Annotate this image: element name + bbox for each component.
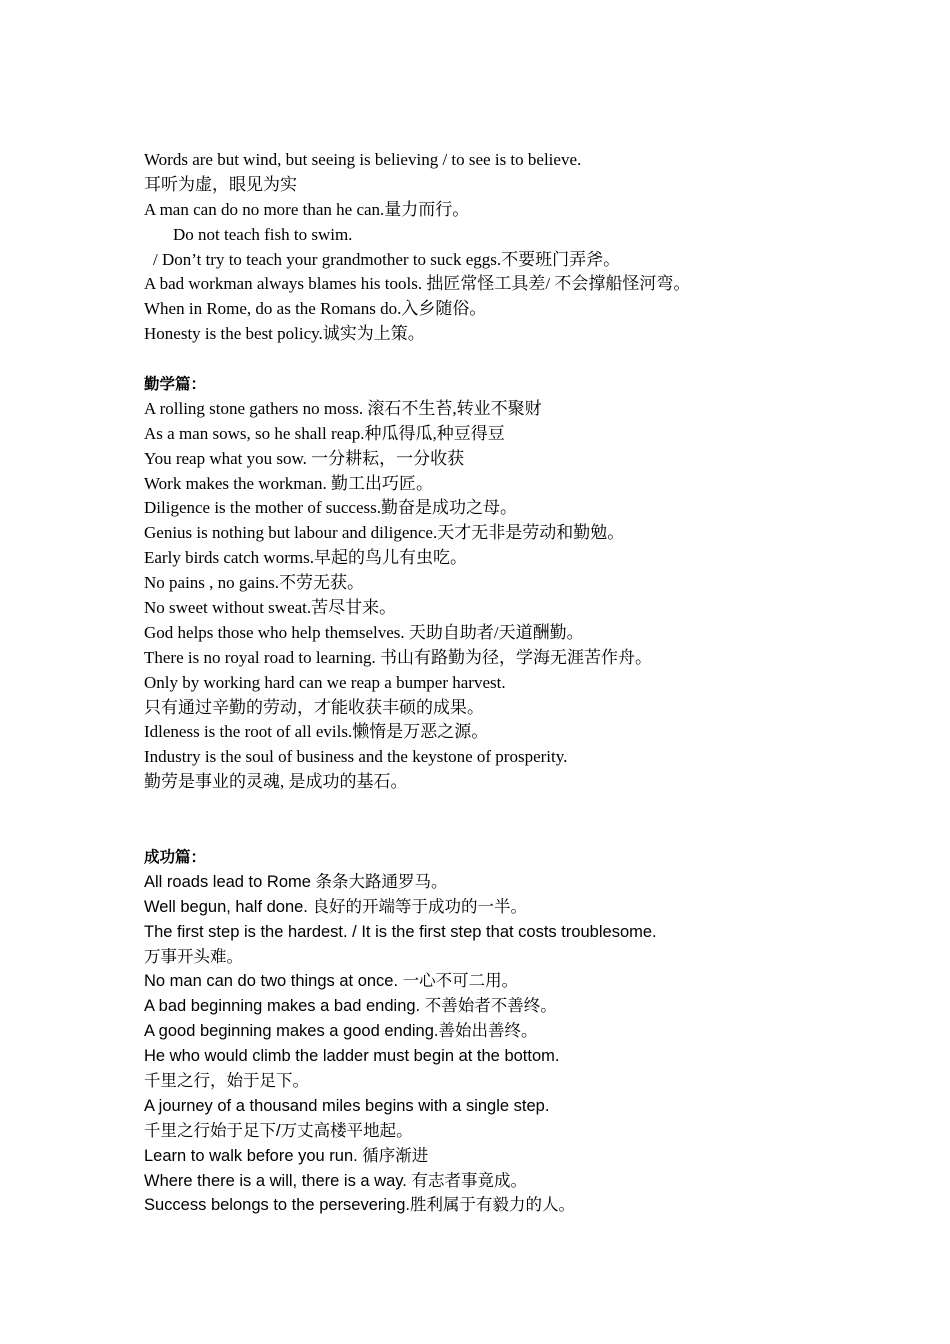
text-line: Honesty is the best policy.诚实为上策。 <box>144 324 425 344</box>
text-line: There is no royal road to learning. 书山有路勤为径，学海无涯苦作舟。 <box>144 647 653 667</box>
section-heading: 勤学篇： <box>144 375 207 394</box>
text-line: Do not teach fish to swim. <box>173 224 353 244</box>
text-line: A bad workman always blames his tools. 拙匠常怪工具差/ 不会撑船怪河弯。 <box>144 274 691 294</box>
text-line: The first step is the hardest. / It is the first step that costs troublesome. <box>144 922 657 941</box>
section-success <box>144 845 924 1218</box>
text-line: Idleness is the root of all evils.懒惰是万恶之源。 <box>144 722 489 742</box>
text-line: Genius is nothing but labour and diligence.天才无非是劳动和勤勉。 <box>144 523 625 543</box>
text-line: When in Rome, do as the Romans do.入乡随俗。 <box>144 299 487 319</box>
text-line: 万事开头难。 <box>144 947 243 966</box>
text-line: You reap what you sow. 一分耕耘，一分收获 <box>144 448 465 468</box>
spacer <box>144 820 924 845</box>
text-line: Early birds catch worms.早起的鸟儿有虫吃。 <box>144 548 467 568</box>
text-line: Well begun, half done. 良好的开端等于成功的一半。 <box>144 897 527 916</box>
section-heading: 成功篇： <box>144 847 207 866</box>
text-line: Industry is the soul of business and the keystone of prosperity. <box>144 747 568 767</box>
section-proverbs-general <box>144 148 924 347</box>
text-line: A good beginning makes a good ending.善始出善终。 <box>144 1022 538 1041</box>
section-diligence <box>144 372 924 795</box>
text-line: Where there is a will, there is a way. 有志者事竟成。 <box>144 1171 527 1190</box>
text-line: Diligence is the mother of success.勤奋是成功之母。 <box>144 498 517 518</box>
text-line: A bad beginning makes a bad ending. 不善始者不善终。 <box>144 997 557 1016</box>
text-line: Work makes the workman. 勤工出巧匠。 <box>144 473 433 493</box>
text-line: 勤劳是事业的灵魂, 是成功的基石。 <box>144 772 408 792</box>
text-line: Success belongs to the persevering.胜利属于有毅力的人。 <box>144 1196 575 1215</box>
text-line: No sweet without sweat.苦尽甘来。 <box>144 598 397 618</box>
text-line: He who would climb the ladder must begin at the bottom. <box>144 1047 560 1066</box>
text-line: A man can do no more than he can.量力而行。 <box>144 199 470 219</box>
text-line: Words are but wind, but seeing is believing / to see is to believe. <box>144 150 582 169</box>
text-line: As a man sows, so he shall reap.种瓜得瓜,种豆得豆 <box>144 423 505 443</box>
spacer <box>144 347 924 372</box>
text-line: No pains , no gains.不劳无获。 <box>144 573 365 593</box>
text-line: All roads lead to Rome 条条大路通罗马。 <box>144 872 448 891</box>
text-line: 千里之行始于足下/万丈高楼平地起。 <box>144 1121 413 1140</box>
text-line: / Don’t try to teach your grandmother to suck eggs.不要班门弄斧。 <box>153 249 621 269</box>
text-line: 只有通过辛勤的劳动，才能收获丰硕的成果。 <box>144 697 484 717</box>
text-line: A journey of a thousand miles begins with a single step. <box>144 1096 550 1115</box>
text-line: A rolling stone gathers no moss. 滚石不生苔,转业不聚财 <box>144 398 542 418</box>
text-line: Learn to walk before you run. 循序渐进 <box>144 1146 429 1165</box>
spacer <box>144 795 924 820</box>
text-line: 耳听为虚，眼见为实 <box>144 174 297 194</box>
text-line: Only by working hard can we reap a bumper harvest. <box>144 672 506 692</box>
text-line: God helps those who help themselves. 天助自助者/天道酬勤。 <box>144 622 584 642</box>
text-line: 千里之行，始于足下。 <box>144 1071 309 1090</box>
text-line: No man can do two things at once. 一心不可二用。 <box>144 972 519 991</box>
document-page <box>144 148 924 1218</box>
